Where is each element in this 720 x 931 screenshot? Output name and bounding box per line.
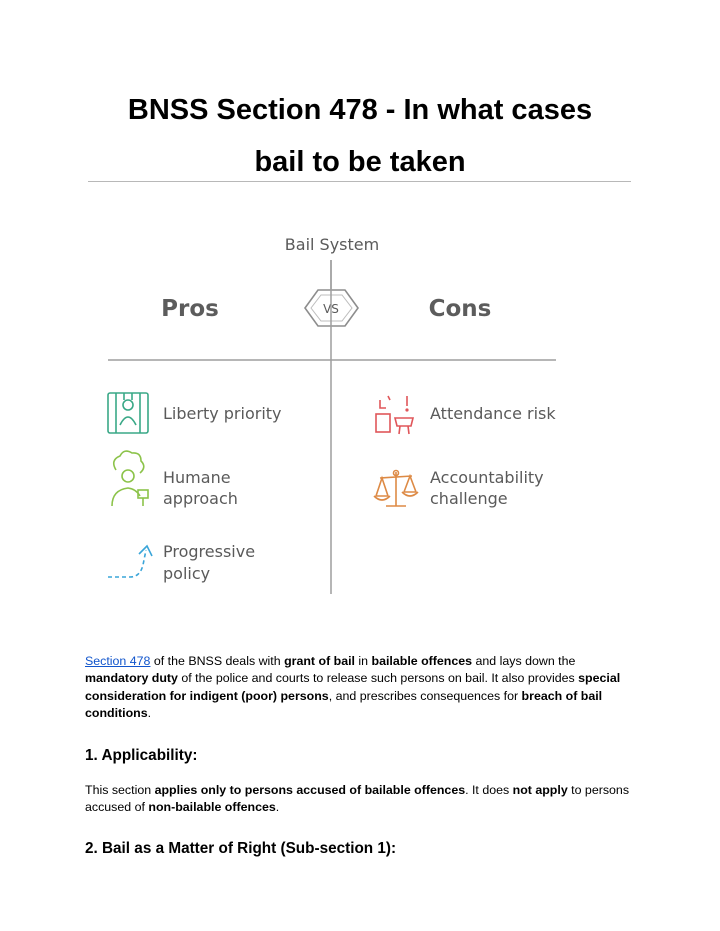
pros-title: Pros [161, 296, 219, 322]
page-title [60, 84, 660, 188]
document-body [85, 653, 637, 859]
section-1-heading: 1. Applicability: [85, 746, 198, 764]
empty-chair-icon [376, 396, 413, 434]
person-with-flower-icon [112, 451, 148, 506]
balance-scale-icon [374, 471, 418, 507]
pro-1-label: Liberty priority [163, 404, 282, 423]
prison-bars-icon [108, 393, 148, 433]
figure-heading: Bail System [284, 235, 380, 254]
pro-3-label-line-1: Progressive [163, 542, 256, 561]
vs-label: VS [323, 302, 339, 316]
dashed-arrow-up-icon [108, 546, 152, 577]
pro-3-label-line-2: policy [163, 564, 211, 583]
section-478-link[interactable]: Section 478 [85, 654, 151, 668]
con-1-label: Attendance risk [430, 404, 556, 423]
intro-paragraph: Section 478 of the BNSS deals with grant of bail in bailable offences and lays down the mandatory duty of the police and courts to release such persons on bail. It also provides special consideration for indigent (poor) persons, and prescribes consequences for breach of bail conditions. [85, 654, 621, 721]
pros-cons-graphic [0, 220, 720, 610]
section-2-heading: 2. Bail as a Matter of Right (Sub-section 1): [85, 840, 397, 858]
pro-2-label-line-1: Humane [163, 468, 231, 487]
pro-2-label-line-2: approach [163, 489, 238, 508]
cons-title: Cons [428, 296, 492, 322]
con-2-label-line-2: challenge [430, 489, 508, 508]
title-line-2: bail to be taken [254, 146, 466, 178]
con-2-label-line-1: Accountability [430, 468, 544, 487]
title-divider [88, 181, 631, 182]
section-1-paragraph: This section applies only to persons accused of bailable offences. It does not apply to persons accused of non-bailable offences. [85, 782, 630, 815]
pros-cons-infographic [0, 220, 720, 610]
title-line-1: BNSS Section 478 - In what cases [127, 94, 593, 126]
